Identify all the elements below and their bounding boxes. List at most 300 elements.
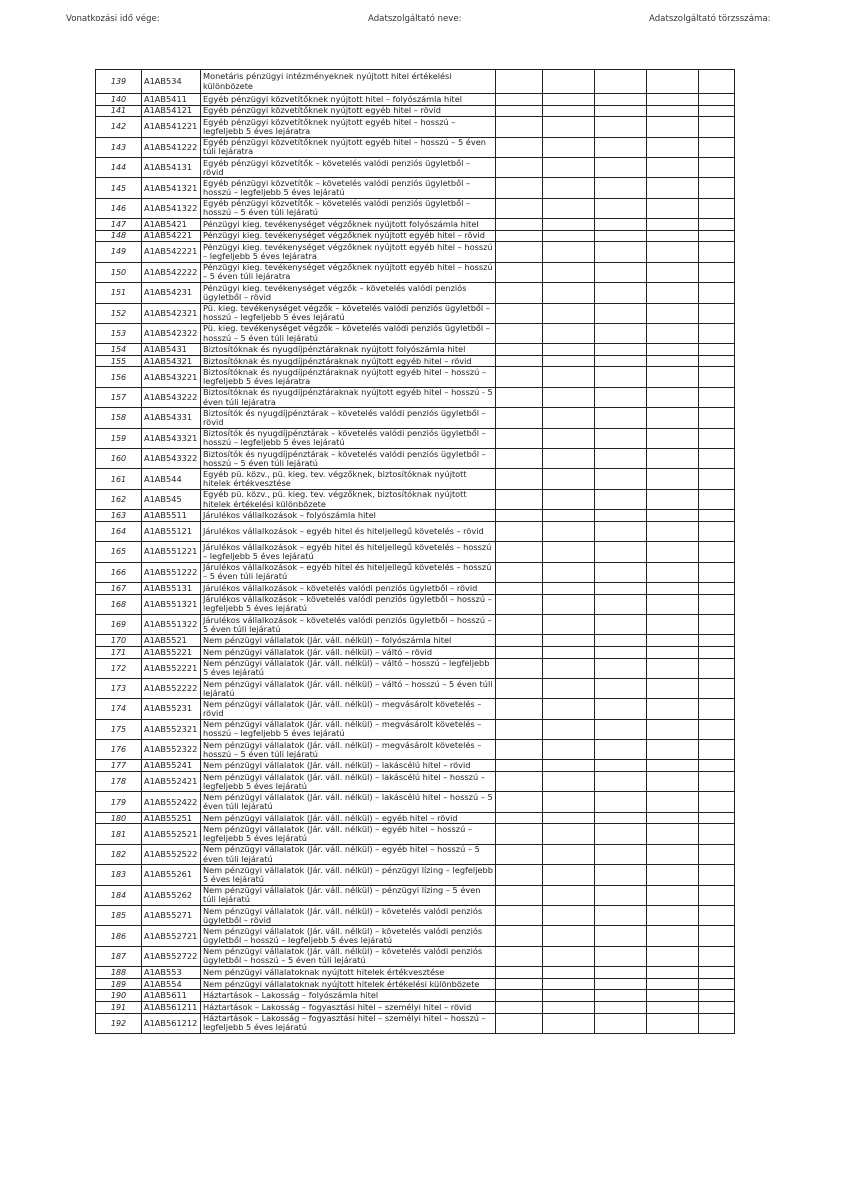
value-cell[interactable] (699, 387, 735, 407)
value-cell[interactable] (699, 355, 735, 367)
value-cell[interactable] (699, 906, 735, 926)
value-cell[interactable] (496, 542, 543, 562)
value-cell[interactable] (699, 946, 735, 966)
value-cell[interactable] (496, 137, 543, 157)
value-cell[interactable] (699, 105, 735, 117)
value-cell[interactable] (595, 812, 647, 824)
value-cell[interactable] (699, 344, 735, 356)
value-cell[interactable] (595, 885, 647, 905)
value-cell[interactable] (543, 658, 595, 678)
value-cell[interactable] (496, 198, 543, 218)
value-cell[interactable] (699, 635, 735, 647)
table-row (96, 94, 735, 106)
value-cell[interactable] (699, 303, 735, 323)
value-cell[interactable] (543, 646, 595, 658)
value-cell[interactable] (595, 387, 647, 407)
value-cell[interactable] (496, 699, 543, 719)
value-cell[interactable] (496, 1013, 543, 1033)
value-cell[interactable] (699, 469, 735, 489)
value-cell[interactable] (647, 844, 699, 864)
value-cell[interactable] (647, 367, 699, 387)
value-cell[interactable] (543, 219, 595, 231)
value-cell[interactable] (595, 865, 647, 885)
value-cell[interactable] (699, 428, 735, 448)
value-cell[interactable] (595, 699, 647, 719)
value-cell[interactable] (595, 105, 647, 117)
table-row (96, 198, 735, 218)
value-cell[interactable] (699, 646, 735, 658)
value-cell[interactable] (595, 772, 647, 792)
value-cell[interactable] (595, 367, 647, 387)
value-cell[interactable] (595, 967, 647, 979)
value-cell[interactable] (595, 562, 647, 582)
value-cell[interactable] (543, 978, 595, 990)
value-cell[interactable] (496, 772, 543, 792)
value-cell[interactable] (543, 387, 595, 407)
value-cell[interactable] (647, 521, 699, 541)
row-code: A1AB551222 (142, 562, 201, 582)
value-cell[interactable] (647, 94, 699, 106)
value-cell[interactable] (699, 792, 735, 812)
value-cell[interactable] (647, 772, 699, 792)
value-cell[interactable] (699, 408, 735, 428)
value-cell[interactable] (699, 262, 735, 282)
value-cell[interactable] (496, 521, 543, 541)
value-cell[interactable] (647, 105, 699, 117)
value-cell[interactable] (699, 489, 735, 509)
value-cell[interactable] (496, 719, 543, 739)
value-cell[interactable] (647, 719, 699, 739)
value-cell[interactable] (595, 946, 647, 966)
value-cell[interactable] (699, 137, 735, 157)
value-cell[interactable] (595, 510, 647, 522)
value-cell[interactable] (496, 489, 543, 509)
table-row (96, 844, 735, 864)
value-cell[interactable] (595, 178, 647, 198)
value-cell[interactable] (647, 428, 699, 448)
value-cell[interactable] (595, 824, 647, 844)
value-cell[interactable] (595, 542, 647, 562)
value-cell[interactable] (595, 926, 647, 946)
value-cell[interactable] (699, 230, 735, 242)
value-cell[interactable] (595, 582, 647, 594)
value-cell[interactable] (647, 283, 699, 303)
value-cell[interactable] (647, 635, 699, 647)
value-cell[interactable] (699, 562, 735, 582)
table-row (96, 699, 735, 719)
value-cell[interactable] (496, 614, 543, 634)
value-cell[interactable] (699, 658, 735, 678)
value-cell[interactable] (543, 946, 595, 966)
value-cell[interactable] (647, 967, 699, 979)
value-cell[interactable] (595, 219, 647, 231)
value-cell[interactable] (595, 94, 647, 106)
row-description: Nem pénzügyi vállalatok (Jár. váll. nélkül) – váltó – rövid (201, 646, 496, 658)
value-cell[interactable] (543, 635, 595, 647)
value-cell[interactable] (699, 521, 735, 541)
value-cell[interactable] (543, 428, 595, 448)
value-cell[interactable] (647, 230, 699, 242)
value-cell[interactable] (543, 408, 595, 428)
value-cell[interactable] (496, 885, 543, 905)
table-row (96, 230, 735, 242)
value-cell[interactable] (595, 344, 647, 356)
value-cell[interactable] (647, 614, 699, 634)
value-cell[interactable] (496, 303, 543, 323)
value-cell[interactable] (543, 926, 595, 946)
value-cell[interactable] (543, 844, 595, 864)
value-cell[interactable] (647, 117, 699, 137)
value-cell[interactable] (496, 926, 543, 946)
value-cell[interactable] (699, 824, 735, 844)
value-cell[interactable] (699, 582, 735, 594)
value-cell[interactable] (496, 510, 543, 522)
value-cell[interactable] (543, 990, 595, 1002)
row-code: A1AB542221 (142, 242, 201, 262)
value-cell[interactable] (543, 967, 595, 979)
value-cell[interactable] (647, 812, 699, 824)
row-description: Nem pénzügyi vállalatoknak nyújtott hitelek értékvesztése (201, 967, 496, 979)
value-cell[interactable] (595, 449, 647, 469)
value-cell[interactable] (647, 70, 699, 94)
row-description: Nem pénzügyi vállalatok (Jár. váll. nélkül) – folyószámla hitel (201, 635, 496, 647)
value-cell[interactable] (699, 242, 735, 262)
table-row (96, 117, 735, 137)
row-description: Nem pénzügyi vállalatok (Jár. váll. nélkül) – követelés valódi penziós ügyletből – rövid (201, 906, 496, 926)
value-cell[interactable] (595, 521, 647, 541)
value-cell[interactable] (496, 658, 543, 678)
value-cell[interactable] (647, 1013, 699, 1033)
value-cell[interactable] (595, 658, 647, 678)
value-cell[interactable] (496, 105, 543, 117)
value-cell[interactable] (496, 230, 543, 242)
value-cell[interactable] (496, 387, 543, 407)
value-cell[interactable] (595, 230, 647, 242)
value-cell[interactable] (496, 449, 543, 469)
value-cell[interactable] (595, 678, 647, 698)
value-cell[interactable] (543, 1001, 595, 1013)
value-cell[interactable] (496, 1001, 543, 1013)
value-cell[interactable] (647, 303, 699, 323)
value-cell[interactable] (647, 946, 699, 966)
value-cell[interactable] (647, 157, 699, 177)
value-cell[interactable] (543, 70, 595, 94)
value-cell[interactable] (496, 367, 543, 387)
value-cell[interactable] (595, 719, 647, 739)
value-cell[interactable] (699, 1013, 735, 1033)
value-cell[interactable] (595, 1013, 647, 1033)
value-cell[interactable] (699, 219, 735, 231)
table-row (96, 812, 735, 824)
value-cell[interactable] (543, 760, 595, 772)
value-cell[interactable] (595, 740, 647, 760)
value-cell[interactable] (699, 1001, 735, 1013)
value-cell[interactable] (543, 562, 595, 582)
value-cell[interactable] (543, 719, 595, 739)
value-cell[interactable] (543, 594, 595, 614)
value-cell[interactable] (699, 812, 735, 824)
value-cell[interactable] (543, 792, 595, 812)
value-cell[interactable] (699, 719, 735, 739)
value-cell[interactable] (543, 449, 595, 469)
value-cell[interactable] (647, 865, 699, 885)
value-cell[interactable] (543, 105, 595, 117)
value-cell[interactable] (699, 926, 735, 946)
value-cell[interactable] (543, 678, 595, 698)
value-cell[interactable] (647, 740, 699, 760)
value-cell[interactable] (496, 283, 543, 303)
value-cell[interactable] (543, 510, 595, 522)
data-table (95, 69, 735, 1034)
value-cell[interactable] (595, 428, 647, 448)
value-cell[interactable] (647, 137, 699, 157)
value-cell[interactable] (496, 242, 543, 262)
value-cell[interactable] (496, 906, 543, 926)
value-cell[interactable] (699, 614, 735, 634)
value-cell[interactable] (595, 635, 647, 647)
value-cell[interactable] (595, 978, 647, 990)
value-cell[interactable] (647, 646, 699, 658)
value-cell[interactable] (699, 740, 735, 760)
value-cell[interactable] (543, 283, 595, 303)
value-cell[interactable] (543, 178, 595, 198)
value-cell[interactable] (595, 594, 647, 614)
row-code: A1AB552522 (142, 844, 201, 864)
value-cell[interactable] (496, 178, 543, 198)
value-cell[interactable] (595, 117, 647, 137)
value-cell[interactable] (496, 117, 543, 137)
value-cell[interactable] (647, 658, 699, 678)
value-cell[interactable] (496, 760, 543, 772)
value-cell[interactable] (543, 367, 595, 387)
value-cell[interactable] (496, 990, 543, 1002)
value-cell[interactable] (647, 699, 699, 719)
value-cell[interactable] (595, 355, 647, 367)
value-cell[interactable] (647, 824, 699, 844)
value-cell[interactable] (496, 94, 543, 106)
value-cell[interactable] (595, 70, 647, 94)
row-code: A1AB551322 (142, 614, 201, 634)
value-cell[interactable] (595, 489, 647, 509)
value-cell[interactable] (543, 812, 595, 824)
value-cell[interactable] (543, 198, 595, 218)
value-cell[interactable] (647, 990, 699, 1002)
value-cell[interactable] (647, 594, 699, 614)
value-cell[interactable] (699, 844, 735, 864)
value-cell[interactable] (496, 946, 543, 966)
value-cell[interactable] (543, 906, 595, 926)
value-cell[interactable] (699, 978, 735, 990)
value-cell[interactable] (699, 70, 735, 94)
value-cell[interactable] (543, 137, 595, 157)
value-cell[interactable] (647, 242, 699, 262)
value-cell[interactable] (647, 1001, 699, 1013)
value-cell[interactable] (647, 178, 699, 198)
row-number: 154 (96, 344, 142, 356)
value-cell[interactable] (543, 344, 595, 356)
value-cell[interactable] (699, 178, 735, 198)
value-cell[interactable] (647, 449, 699, 469)
row-description: Nem pénzügyi vállalatok (Jár. váll. nélkül) – egyéb hitel – hosszú – 5 éven túli lejáratú (201, 844, 496, 864)
value-cell[interactable] (543, 772, 595, 792)
value-cell[interactable] (595, 906, 647, 926)
value-cell[interactable] (496, 408, 543, 428)
value-cell[interactable] (647, 198, 699, 218)
value-cell[interactable] (595, 792, 647, 812)
value-cell[interactable] (496, 157, 543, 177)
value-cell[interactable] (699, 510, 735, 522)
value-cell[interactable] (595, 303, 647, 323)
value-cell[interactable] (595, 614, 647, 634)
row-code: A1AB55231 (142, 699, 201, 719)
value-cell[interactable] (496, 594, 543, 614)
value-cell[interactable] (496, 262, 543, 282)
value-cell[interactable] (647, 387, 699, 407)
value-cell[interactable] (595, 242, 647, 262)
value-cell[interactable] (496, 355, 543, 367)
value-cell[interactable] (647, 678, 699, 698)
row-code: A1AB544 (142, 469, 201, 489)
value-cell[interactable] (543, 614, 595, 634)
value-cell[interactable] (647, 760, 699, 772)
value-cell[interactable] (496, 812, 543, 824)
value-cell[interactable] (699, 699, 735, 719)
value-cell[interactable] (647, 885, 699, 905)
value-cell[interactable] (496, 824, 543, 844)
value-cell[interactable] (543, 94, 595, 106)
value-cell[interactable] (647, 489, 699, 509)
value-cell[interactable] (543, 885, 595, 905)
value-cell[interactable] (699, 967, 735, 979)
value-cell[interactable] (543, 117, 595, 137)
value-cell[interactable] (595, 137, 647, 157)
value-cell[interactable] (496, 792, 543, 812)
value-cell[interactable] (595, 283, 647, 303)
value-cell[interactable] (496, 219, 543, 231)
row-number: 166 (96, 562, 142, 582)
value-cell[interactable] (699, 990, 735, 1002)
value-cell[interactable] (647, 355, 699, 367)
value-cell[interactable] (647, 262, 699, 282)
value-cell[interactable] (647, 562, 699, 582)
value-cell[interactable] (496, 582, 543, 594)
row-number: 142 (96, 117, 142, 137)
value-cell[interactable] (496, 740, 543, 760)
value-cell[interactable] (496, 70, 543, 94)
value-cell[interactable] (699, 117, 735, 137)
value-cell[interactable] (543, 521, 595, 541)
value-cell[interactable] (699, 885, 735, 905)
value-cell[interactable] (496, 562, 543, 582)
value-cell[interactable] (595, 262, 647, 282)
value-cell[interactable] (595, 323, 647, 343)
value-cell[interactable] (543, 323, 595, 343)
value-cell[interactable] (543, 740, 595, 760)
row-number: 156 (96, 367, 142, 387)
value-cell[interactable] (496, 344, 543, 356)
value-cell[interactable] (543, 230, 595, 242)
value-cell[interactable] (543, 242, 595, 262)
value-cell[interactable] (699, 542, 735, 562)
value-cell[interactable] (543, 865, 595, 885)
value-cell[interactable] (699, 678, 735, 698)
value-cell[interactable] (496, 635, 543, 647)
value-cell[interactable] (647, 906, 699, 926)
value-cell[interactable] (496, 865, 543, 885)
value-cell[interactable] (543, 262, 595, 282)
value-cell[interactable] (496, 646, 543, 658)
value-cell[interactable] (699, 157, 735, 177)
value-cell[interactable] (496, 844, 543, 864)
value-cell[interactable] (699, 865, 735, 885)
value-cell[interactable] (647, 978, 699, 990)
value-cell[interactable] (647, 344, 699, 356)
value-cell[interactable] (647, 408, 699, 428)
value-cell[interactable] (699, 772, 735, 792)
value-cell[interactable] (699, 760, 735, 772)
value-cell[interactable] (496, 469, 543, 489)
value-cell[interactable] (647, 542, 699, 562)
value-cell[interactable] (647, 219, 699, 231)
value-cell[interactable] (595, 760, 647, 772)
value-cell[interactable] (647, 323, 699, 343)
table-row (96, 137, 735, 157)
value-cell[interactable] (496, 678, 543, 698)
value-cell[interactable] (595, 1001, 647, 1013)
value-cell[interactable] (699, 594, 735, 614)
value-cell[interactable] (595, 646, 647, 658)
value-cell[interactable] (543, 824, 595, 844)
value-cell[interactable] (543, 157, 595, 177)
value-cell[interactable] (595, 990, 647, 1002)
value-cell[interactable] (699, 283, 735, 303)
value-cell[interactable] (647, 582, 699, 594)
value-cell[interactable] (496, 428, 543, 448)
value-cell[interactable] (699, 198, 735, 218)
value-cell[interactable] (647, 469, 699, 489)
row-number: 179 (96, 792, 142, 812)
value-cell[interactable] (543, 699, 595, 719)
value-cell[interactable] (699, 94, 735, 106)
row-code: A1AB541222 (142, 137, 201, 157)
value-cell[interactable] (543, 355, 595, 367)
value-cell[interactable] (496, 967, 543, 979)
table-row (96, 824, 735, 844)
row-description: Nem pénzügyi vállalatok (Jár. váll. nélkül) – lakáscélú hitel – rövid (201, 760, 496, 772)
value-cell[interactable] (595, 408, 647, 428)
value-cell[interactable] (647, 510, 699, 522)
value-cell[interactable] (699, 449, 735, 469)
value-cell[interactable] (699, 367, 735, 387)
value-cell[interactable] (699, 323, 735, 343)
value-cell[interactable] (647, 792, 699, 812)
value-cell[interactable] (496, 323, 543, 343)
value-cell[interactable] (595, 198, 647, 218)
value-cell[interactable] (543, 542, 595, 562)
value-cell[interactable] (543, 582, 595, 594)
value-cell[interactable] (496, 978, 543, 990)
value-cell[interactable] (543, 1013, 595, 1033)
value-cell[interactable] (647, 926, 699, 946)
value-cell[interactable] (543, 303, 595, 323)
value-cell[interactable] (595, 844, 647, 864)
row-number: 160 (96, 449, 142, 469)
value-cell[interactable] (595, 469, 647, 489)
value-cell[interactable] (543, 489, 595, 509)
value-cell[interactable] (543, 469, 595, 489)
value-cell[interactable] (595, 157, 647, 177)
row-number: 169 (96, 614, 142, 634)
